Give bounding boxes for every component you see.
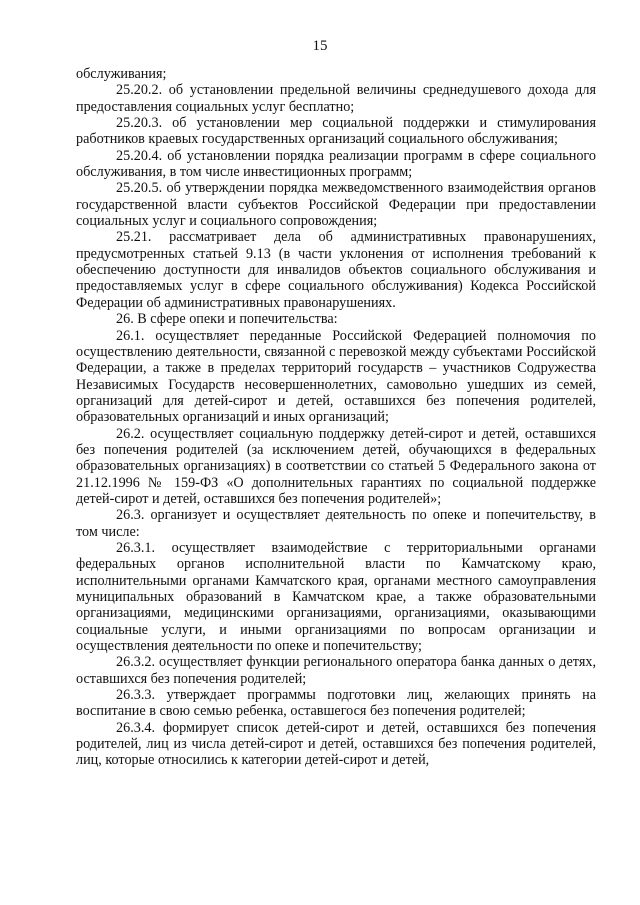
paragraph: 26.3. организует и осуществляет деятельность по опеке и попечительству, в том числе: — [76, 507, 596, 540]
paragraph: 25.20.2. об установлении предельной величины среднедушевого дохода для предоставления социальных услуг бесплатно; — [76, 82, 596, 115]
paragraph: 25.20.3. об установлении мер социальной поддержки и стимулирования работников краевых государственных организаций социального обслуживания; — [76, 115, 596, 148]
paragraph: 26. В сфере опеки и попечительства: — [116, 311, 338, 328]
paragraph: 26.3.4. формирует список детей-сирот и детей, оставшихся без попечения родителей, лиц из числа детей-сирот и детей, оставшихся без попечения родителей, лиц, которые относились к категории детей-сирот и детей, — [76, 719, 596, 769]
paragraph: 26.3.3. утверждает программы подготовки лиц, желающих принять на воспитание в свою семью ребенка, оставшегося без попечения родителей; — [76, 687, 596, 720]
paragraph: 25.20.4. об установлении порядка реализации программ в сфере социального обслуживания, в том числе инвестиционных программ; — [76, 147, 596, 181]
paragraph: обслуживания; — [76, 66, 167, 82]
paragraph: 26.3.2. осуществляет функции регионального оператора банка данных о детях, оставшихся без попечения родителей; — [76, 654, 596, 687]
page-number: 15 — [312, 38, 328, 54]
paragraph: 25.20.5. об утверждении порядка межведомственного взаимодействия органов государственной власти субъектов Российской Федерации при предоставлении социальных услуг и социального сопровождения; — [76, 180, 596, 230]
paragraph: 26.3.1. осуществляет взаимодействие с территориальными органами федеральных органов исполнительной власти по Камчатскому краю, исполнительными органами Камчатского края, органами местного самоуправления муниципальных образований в Камчатском крае, а также образовательными организациями, медицинскими организациями, организациями, оказывающими социальные услуги, и иными организациями по вопросам организации и осуществления деятельности по опеке и попечительству; — [76, 539, 596, 655]
paragraph: 26.2. осуществляет социальную поддержку детей-сирот и детей, оставшихся без попечения родителей (за исключением детей, обучающихся в федеральных образовательных организациях) в соответствии со статьей 5 Федерального закона от 21.12.1996 № 159-ФЗ «О дополнительных гарантиях по социальной поддержке детей-сирот и детей, оставшихся без попечения родителей»; — [76, 425, 596, 507]
paragraph: 26.1. осуществляет переданные Российской Федерацией полномочия по осуществлению деятельности, связанной с перевозкой между субъектами Российской Федерации, а также в пределах территорий государств – участников Содружества Независимых Государств несовершеннолетних, самовольно ушедших из семей, организаций для детей-сирот и детей, оставшихся без попечения родителей, образовательных организаций и иных организаций; — [76, 327, 596, 426]
paragraph: 25.21. рассматривает дела об административных правонарушениях, предусмотренных статьей 9.13 (в части уклонения от исполнения требований к обеспечению доступности для инвалидов объектов социального обслуживания и предоставляемых услуг в сфере социального обслуживания) Кодекса Российской Федерации об административных правонарушениях. — [76, 229, 596, 311]
document-body — [76, 66, 596, 769]
